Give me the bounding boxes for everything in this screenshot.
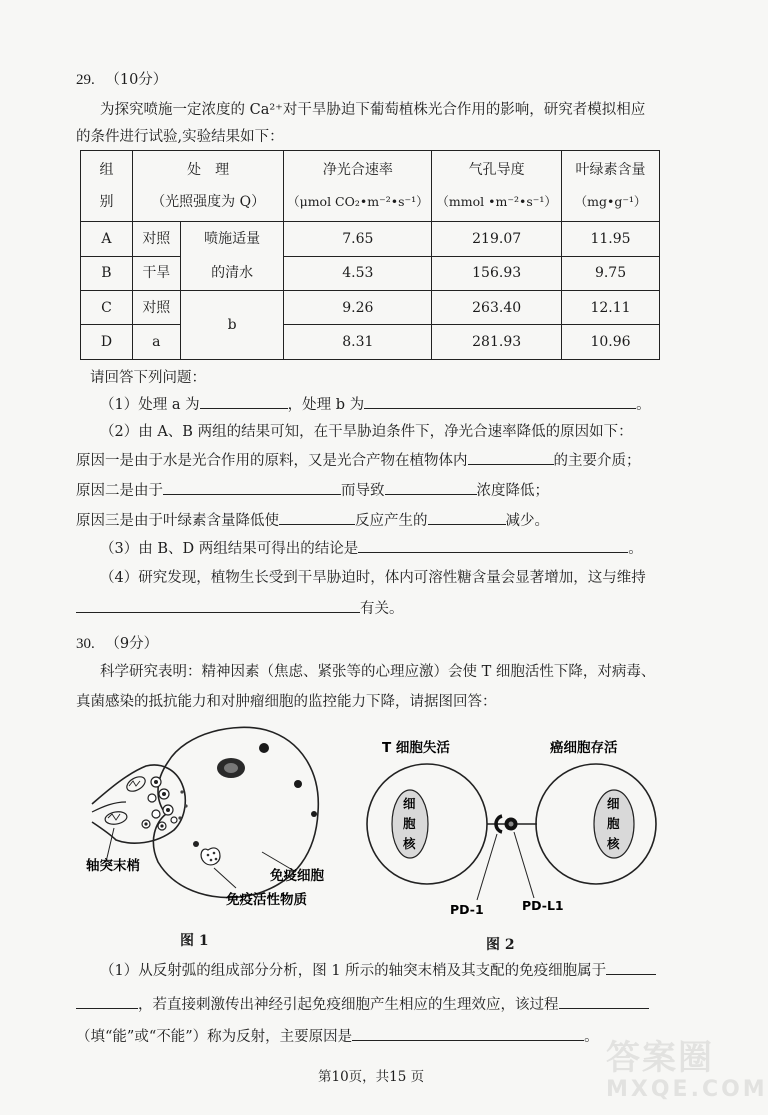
q29-number: 29. (76, 72, 95, 88)
cell-chl: 11.95 (562, 222, 660, 256)
answer-blank[interactable] (428, 510, 506, 525)
answer-blank[interactable] (76, 598, 360, 613)
header-net-photosynthesis: 净光合速率 （μmol CO₂•m⁻²•s⁻¹） (284, 151, 432, 222)
table-row (81, 290, 660, 324)
cell-condition: 干旱 (132, 256, 180, 290)
q30-intro-line2: 真菌感染的抵抗能力和对肿瘤细胞的监控能力下降，请据图回答： (76, 694, 497, 710)
q30-sub1: （1）从反射弧的组成部分分析，图 1 所示的轴突末梢及其支配的免疫细胞属于 (100, 960, 656, 981)
q29-reason2: 原因二是由于 而导致 浓度降低； (76, 480, 549, 501)
cell-rate: 9.26 (284, 290, 432, 324)
cell-stoma: 219.07 (432, 222, 562, 256)
cell-rate: 8.31 (284, 325, 432, 360)
watermark-logo: 答案圈 MXQE.COM (606, 1038, 768, 1102)
nucleus-label: 细 (403, 796, 416, 811)
q29-sub4-cont: 有关。 (76, 598, 404, 619)
label-pd1: PD-1 (450, 902, 484, 917)
cell-group: C (81, 290, 133, 324)
figure-2-caption: 图 2 (486, 937, 515, 953)
nucleus-label: 核 (607, 836, 620, 851)
cell-group: A (81, 222, 133, 256)
q29-score: （10分） (105, 72, 168, 88)
q30-sub1-line3: （填“能”或“不能”）称为反射，主要原因是 。 (76, 1026, 599, 1047)
q29-sub3: （3）由 B、D 两组结果可得出的结论是 。 (100, 538, 643, 559)
answer-blank-a[interactable] (200, 394, 288, 409)
q30-score: （9分） (105, 636, 159, 652)
header-group: 组 别 (81, 151, 133, 222)
nucleus-label: 胞 (607, 816, 620, 831)
q30-number: 30. (76, 636, 95, 652)
cell-stoma: 281.93 (432, 325, 562, 360)
cell-condition: 对照 (132, 222, 180, 256)
cell-group: B (81, 256, 133, 290)
cell-chl: 12.11 (562, 290, 660, 324)
q29-sub2: （2）由 A、B 两组的结果可知，在干旱胁迫条件下，净光合速率降低的原因如下： (100, 424, 633, 440)
cell-condition: 对照 (132, 290, 180, 324)
label-pdl1: PD-L1 (522, 898, 564, 913)
answer-blank[interactable] (163, 480, 341, 495)
q29-intro-line2: 的条件进行试验,实验结果如下： (76, 129, 284, 145)
q29-header (76, 70, 167, 90)
q29-reason1: 原因一是由于水是光合作用的原料，又是光合产物在植物体内 的主要介质； (76, 450, 641, 471)
q29-intro-line1: 为探究喷施一定浓度的 Ca²⁺对干旱胁迫下葡萄植株光合作用的影响，研究者模拟相应 (100, 102, 646, 118)
label-immune-cell: 免疫细胞 (270, 868, 324, 884)
nucleus-label: 细 (607, 796, 620, 811)
cell-condition: a (132, 325, 180, 360)
answer-blank-b[interactable] (364, 394, 636, 409)
answer-blank[interactable] (468, 450, 554, 465)
table-header-row (81, 151, 660, 222)
header-stomatal-conductance: 气孔导度 （mmol •m⁻²•s⁻¹） (432, 151, 562, 222)
cell-stoma: 156.93 (432, 256, 562, 290)
header-treatment: 处 理 （光照强度为 Q） (132, 151, 284, 222)
nucleus-label: 核 (403, 836, 416, 851)
label-t-cell-inactive: T 细胞失活 (382, 740, 450, 756)
cell-rate: 7.65 (284, 222, 432, 256)
answer-blank[interactable] (559, 994, 649, 1009)
label-cancer-cell-survive: 癌细胞存活 (550, 740, 618, 756)
table-row (81, 325, 660, 360)
figure-1-synapse-immune-cell (86, 722, 356, 912)
answer-blank[interactable] (358, 538, 628, 553)
label-axon-terminal: 轴突末梢 (86, 858, 140, 874)
table-row (81, 256, 660, 290)
figure-1-caption: 图 1 (180, 933, 209, 949)
cell-chl: 9.75 (562, 256, 660, 290)
answer-blank[interactable] (606, 960, 656, 975)
cell-group: D (81, 325, 133, 360)
cell-stoma: 263.40 (432, 290, 562, 324)
q29-sub1: （1）处理 a 为 ，处理 b 为 。 (100, 394, 651, 415)
answer-blank[interactable] (279, 510, 355, 525)
cell-rate: 4.53 (284, 256, 432, 290)
answer-blank[interactable] (76, 994, 138, 1009)
q30-intro-line1: 科学研究表明：精神因素（焦虑、紧张等的心理应激）会使 T 细胞活性下降，对病毒、 (100, 664, 656, 680)
label-immune-substance: 免疫活性物质 (226, 892, 307, 908)
experiment-table (80, 150, 660, 360)
q30-sub1-line2: ，若直接刺激传出神经引起免疫细胞产生相应的生理效应，该过程 (76, 994, 649, 1015)
q29-reason3: 原因三是由于叶绿素含量降低使 反应产生的 减少。 (76, 510, 549, 531)
answer-blank[interactable] (385, 480, 477, 495)
q30-header (76, 634, 158, 654)
nucleus-label: 胞 (403, 816, 416, 831)
q29-ask: 请回答下列问题： (90, 370, 206, 386)
table-row (81, 222, 660, 256)
cell-spray-ab: 喷施适量 的清水 (180, 222, 284, 291)
page-footer: 第10页，共15 页 (318, 1069, 425, 1085)
cell-chl: 10.96 (562, 325, 660, 360)
header-chlorophyll: 叶绿素含量 （mg•g⁻¹） (562, 151, 660, 222)
figure-2-pd1-pdl1 (362, 738, 652, 928)
cell-spray-cd: b (180, 290, 284, 359)
answer-blank[interactable] (352, 1026, 584, 1041)
q29-sub4: （4）研究发现，植物生长受到干旱胁迫时，体内可溶性糖含量会显著增加，这与维持 (100, 570, 646, 586)
